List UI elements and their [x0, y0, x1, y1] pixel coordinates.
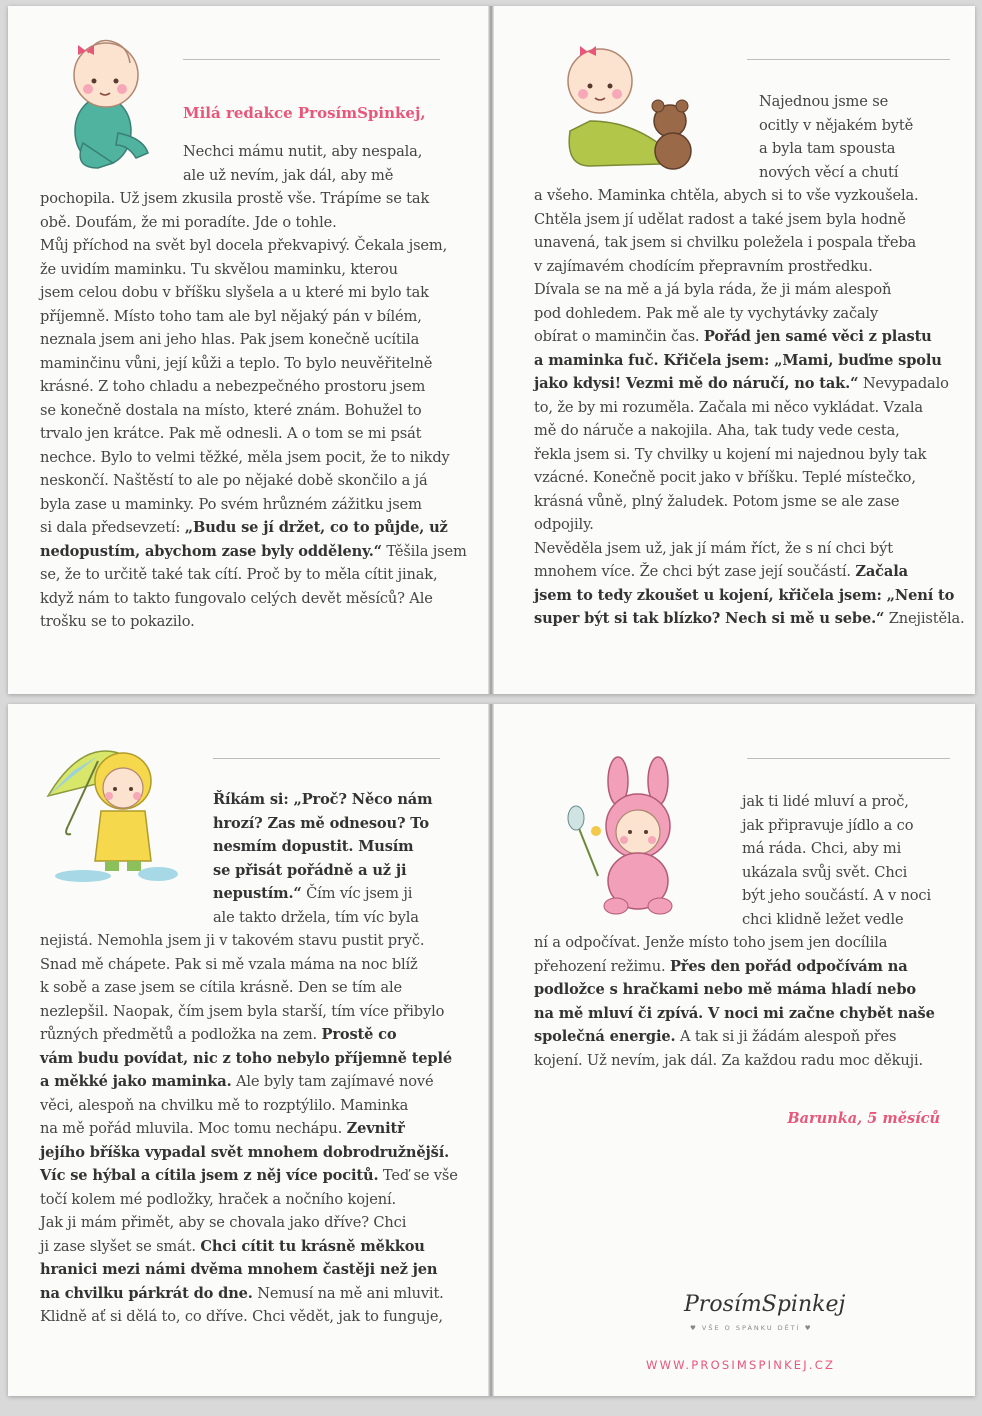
text-run: Nechci mámu nutit, aby nespala, — [183, 143, 423, 160]
text-run: se, že to určitě také tak cítí. Proč by to měla cítit jinak, — [40, 566, 438, 583]
text-run: obírat o maminčin čas. — [534, 328, 704, 345]
text-run: nejistá. Nemohla jsem ji v takovém stavu pustit pryč. — [40, 932, 425, 949]
text-run: byla zase u maminky. Po svém hrůzném zážitku jsem — [40, 495, 422, 513]
bold-text: vám budu povídat, nic z toho nebylo příjemně teplé — [40, 1049, 452, 1067]
text-run: jsem celou dobu v bříšku slyšela a u které mi bylo tak — [40, 284, 429, 301]
text-run: mě do náruče a nakojila. Aha, tak tudy vede cesta, — [534, 422, 900, 439]
text-run: Znejistěla. — [884, 610, 965, 627]
text-run: krásné. Z toho chladu a nebezpečného prostoru jsem — [40, 378, 426, 395]
bold-text: společná energie. — [534, 1028, 676, 1045]
text-line — [40, 469, 467, 493]
text-run: když nám to takto fungovalo celých devět měsíců? Ale — [40, 589, 433, 607]
bold-text: podložce s hračkami nebo mě máma hladí nebo — [534, 981, 916, 998]
text-run: vzácné. Konečně pocit jako v bříšku. Teplé místečko, — [534, 469, 916, 486]
bold-text: jako kdysi! Vezmi mě do náručí, no tak.“ — [534, 375, 859, 392]
bold-text: nesmím dopustit. Musím — [213, 838, 414, 855]
text-run: kojení. Už nevím, jak dál. Za každou radu moc děkuji. — [534, 1051, 923, 1069]
text-line — [40, 328, 467, 352]
text-run: Můj příchod na svět byl docela překvapivý. Čekala jsem, — [40, 237, 448, 254]
text-run: ji zase slyšet se smát. — [40, 1237, 201, 1255]
text-run: v zajímavém chodícím přepravním prostředku. — [534, 257, 873, 275]
text-run: Jak ji mám přimět, aby se chovala jako dříve? Chci — [40, 1214, 407, 1231]
text-run: se konečně dostala na místo, které znám. Bohužel to — [40, 401, 422, 419]
text-line — [534, 513, 965, 537]
text-run: ukázala svůj svět. Chci — [742, 863, 908, 881]
text-line — [534, 278, 965, 302]
text-run: k sobě a zase jsem se cítila krásně. Den se tím ale — [40, 979, 402, 996]
text-line — [40, 1305, 458, 1329]
text-line — [534, 955, 935, 979]
text-line — [534, 607, 965, 631]
text-line — [40, 882, 458, 906]
text-run: si dala předsevzetí: — [40, 519, 185, 536]
text-line — [40, 1164, 458, 1188]
text-run: Nevěděla jsem už, jak jí mám říct, že s ní chci být — [534, 539, 893, 557]
text-run: a všeho. Maminka chtěla, abych si to vše vyzkoušela. — [534, 187, 919, 204]
bold-text: na chvilku párkrát do dne. — [40, 1284, 253, 1302]
bold-text: se přisát pořádně a už ji — [213, 861, 407, 879]
text-line — [534, 490, 965, 514]
divider — [747, 758, 950, 759]
text-run: pochopila. Už jsem zkusila prostě vše. Trápíme se tak — [40, 190, 430, 207]
text-line — [534, 208, 965, 232]
bold-text: jejího bříška vypadal svět mnohem dobrodružnější. — [40, 1143, 450, 1161]
text-line — [534, 372, 965, 396]
text-run: nezlepšil. Naopak, čím jsem byla starší, tím více přibylo — [40, 1002, 445, 1020]
text-line — [534, 790, 935, 814]
text-line — [40, 1258, 458, 1282]
divider — [183, 59, 440, 60]
text-line — [534, 325, 965, 349]
text-line — [40, 422, 467, 446]
text-line — [40, 493, 467, 517]
text-line — [40, 305, 467, 329]
text-line — [534, 814, 935, 838]
brand-tagline: ♥ VŠE O SPÁNKU DĚTÍ ♥ — [690, 1324, 813, 1332]
text-line — [534, 466, 965, 490]
text-line — [534, 231, 965, 255]
website-link[interactable]: WWW.PROSIMSPINKEJ.CZ — [646, 1358, 836, 1372]
letter-text-page-2 — [534, 90, 965, 631]
text-line — [534, 1025, 935, 1049]
text-line — [40, 788, 458, 812]
text-line — [40, 1023, 458, 1047]
text-run: Čím víc jsem ji — [301, 885, 413, 902]
text-run: pod dohledem. Pak mě ale ty vychytávky začaly — [534, 304, 879, 322]
text-line — [40, 540, 467, 564]
text-line — [534, 584, 965, 608]
text-run: trošku se to pokazilo. — [40, 613, 195, 630]
letter-text-page-3 — [40, 788, 458, 1329]
brand-logo: ProsímSpinkej — [684, 1292, 846, 1317]
bold-text: Přes den pořád odpočívám na — [669, 957, 908, 975]
bold-text: nepustím.“ — [213, 885, 302, 902]
text-line — [40, 906, 458, 930]
text-line — [40, 1188, 458, 1212]
text-line — [40, 1141, 458, 1165]
text-line — [534, 931, 935, 955]
text-run: neskončí. Naštěstí to ale po nějaké době skončilo a já — [40, 472, 428, 489]
text-run: být jeho součástí. A v noci — [742, 887, 931, 904]
text-run: ní a odpočívat. Jenže místo toho jsem jen docílila — [534, 934, 888, 951]
bold-text: hrozí? Zas mě odnesou? To — [213, 814, 429, 832]
text-run: trvalo jen krátce. Pak mě odnesli. A o tom se mi psát — [40, 425, 422, 442]
text-line — [40, 1282, 458, 1306]
text-line — [40, 234, 467, 258]
top-spread — [8, 6, 975, 694]
divider — [213, 758, 440, 759]
text-line — [534, 114, 965, 138]
text-line — [40, 835, 458, 859]
divider — [747, 59, 950, 60]
text-line — [40, 929, 458, 953]
text-line — [534, 978, 935, 1002]
text-line — [534, 302, 965, 326]
text-run: Najednou jsme se — [759, 93, 889, 110]
text-line — [534, 443, 965, 467]
bold-text: Prostě co — [321, 1026, 397, 1043]
text-run: mnohem více. Že chci být zase její součástí. — [534, 563, 856, 580]
text-line — [40, 563, 467, 587]
text-line — [40, 187, 467, 211]
text-run: přehození režimu. — [534, 957, 670, 975]
text-line — [40, 258, 467, 282]
text-line — [40, 1047, 458, 1071]
page-2 — [494, 6, 975, 694]
text-run: obě. Doufám, že mi poradíte. Jde o tohle. — [40, 213, 337, 231]
bold-text: Říkám si: „Proč? Něco nám — [213, 791, 433, 808]
text-line — [40, 1000, 458, 1024]
text-line — [534, 560, 965, 584]
bold-text: Zevnitř — [346, 1120, 405, 1137]
text-line — [40, 976, 458, 1000]
bold-text: „Budu se jí držet, co to půjde, už — [184, 519, 448, 536]
text-run: ale takto držela, tím víc byla — [213, 908, 419, 926]
bold-text: Víc se hýbal a cítila jsem z něj více pocitů. — [40, 1167, 379, 1184]
text-line — [534, 1002, 935, 1026]
page-1 — [8, 6, 488, 694]
bold-text: jsem to tedy zkoušet u kojení, křičela jsem: „Není to — [534, 586, 955, 604]
bold-text: Pořád jen samé věci z plastu — [703, 328, 932, 345]
text-run: A tak si ji žádám alespoň přes — [675, 1028, 897, 1045]
bottom-spread — [8, 704, 975, 1396]
text-run: neznala jsem ani jeho hlas. Pak jsem konečně ucítila — [40, 331, 420, 348]
text-run: Nevypadalo — [858, 375, 949, 392]
text-run: Těšila jsem — [381, 542, 467, 560]
text-line — [534, 137, 965, 161]
text-line — [534, 419, 965, 443]
text-line — [40, 859, 458, 883]
bold-text: Chci cítit tu krásně měkkou — [200, 1237, 425, 1255]
text-run: odpojily. — [534, 516, 594, 533]
text-run: unavená, tak jsem si chvilku poležela i pospala třeba — [534, 234, 917, 251]
text-run: maminčinu vůni, její kůži a teplo. To bylo neuvěřitelně — [40, 354, 433, 372]
text-run: nových věcí a chutí — [759, 163, 899, 181]
text-line — [40, 516, 467, 540]
text-line — [40, 281, 467, 305]
text-run: že uvidím maminku. Tu skvělou maminku, kterou — [40, 260, 398, 278]
text-line — [40, 812, 458, 836]
text-line — [534, 1049, 935, 1073]
signature: Barunka, 5 měsíců — [787, 1110, 940, 1127]
text-run: Klidně ať si dělá to, co dříve. Chci vědět, jak to funguje, — [40, 1308, 443, 1325]
text-run: má ráda. Chci, aby mi — [742, 840, 902, 857]
bold-text: a měkké jako maminka. — [40, 1073, 232, 1090]
text-run: to, že by mi rozuměla. Začala mi něco vykládat. Vzala — [534, 398, 923, 416]
text-line — [40, 375, 467, 399]
text-line — [40, 352, 467, 376]
text-run: Dívala se na mě a já byla ráda, že ji mám alespoň — [534, 281, 892, 298]
page-4 — [494, 704, 975, 1396]
text-run: Ale byly tam zajímavé nové — [231, 1073, 434, 1090]
text-run: krásná vůně, plný žaludek. Potom jsme se ale zase — [534, 492, 900, 510]
text-line — [534, 861, 935, 885]
text-line — [534, 349, 965, 373]
text-line — [40, 446, 467, 470]
bold-text: na mě mluví či zpívá. V noci mi začne chybět naše — [534, 1004, 935, 1022]
text-line — [40, 140, 467, 164]
text-line — [534, 537, 965, 561]
text-run: točí kolem mé podložky, hraček a nočního kojení. — [40, 1190, 396, 1208]
text-run: věci, alespoň na chvilku mě to rozptýlilo. Maminka — [40, 1096, 409, 1114]
text-line — [40, 1117, 458, 1141]
text-line — [534, 837, 935, 861]
letter-text-page-4 — [534, 790, 935, 1072]
bold-text: hranici mezi námi dvěma mnohem častěji než jen — [40, 1261, 438, 1278]
bold-text: a maminka fuč. Křičela jsem: „Mami, buďme spolu — [534, 351, 942, 369]
text-run: jak připravuje jídlo a co — [742, 816, 914, 834]
page-3 — [8, 704, 488, 1396]
text-run: a byla tam spousta — [759, 140, 896, 157]
text-run: Teď se vše — [378, 1167, 458, 1184]
text-line — [40, 1211, 458, 1235]
text-line — [40, 399, 467, 423]
text-line — [40, 1235, 458, 1259]
text-line — [534, 184, 965, 208]
text-line — [40, 610, 467, 634]
text-run: ocitly v nějakém bytě — [759, 116, 914, 134]
text-run: nechce. Bylo to velmi těžké, měla jsem pocit, že to nikdy — [40, 448, 450, 466]
text-line — [534, 396, 965, 420]
bold-text: super být si tak blízko? Nech si mě u sebe.“ — [534, 610, 885, 627]
text-run: Nemusí na mě ani mluvit. — [252, 1284, 444, 1302]
text-line — [534, 884, 935, 908]
text-run: jak ti lidé mluví a proč, — [742, 793, 909, 810]
text-line — [40, 211, 467, 235]
bold-text: Začala — [855, 563, 908, 580]
text-run: řekla jsem si. Ty chvilky u kojení mi najednou byly tak — [534, 445, 927, 463]
text-line — [534, 90, 965, 114]
text-line — [40, 164, 467, 188]
greeting: Milá redakce ProsímSpinkej, — [183, 104, 426, 122]
text-run: ale už nevím, jak dál, aby mě — [183, 166, 394, 184]
text-line — [534, 255, 965, 279]
letter-text-page-1 — [40, 140, 467, 634]
text-line — [40, 1070, 458, 1094]
text-run: různých předmětů a podložka na zem. — [40, 1026, 322, 1043]
text-line — [534, 908, 935, 932]
text-run: Chtěla jsem jí udělat radost a také jsem byla hodně — [534, 210, 906, 228]
text-run: Snad mě chápete. Pak si mě vzala máma na noc blíž — [40, 955, 418, 973]
text-line — [40, 1094, 458, 1118]
text-line — [534, 161, 965, 185]
text-line — [40, 953, 458, 977]
text-run: příjemně. Místo toho tam ale byl nějaký pán v bílém, — [40, 307, 422, 325]
text-run: na mě pořád mluvila. Moc tomu nechápu. — [40, 1120, 347, 1137]
text-line — [40, 587, 467, 611]
bold-text: nedopustím, abychom zase byly odděleny.“ — [40, 542, 382, 560]
text-run: chci klidně ležet vedle — [742, 910, 904, 928]
